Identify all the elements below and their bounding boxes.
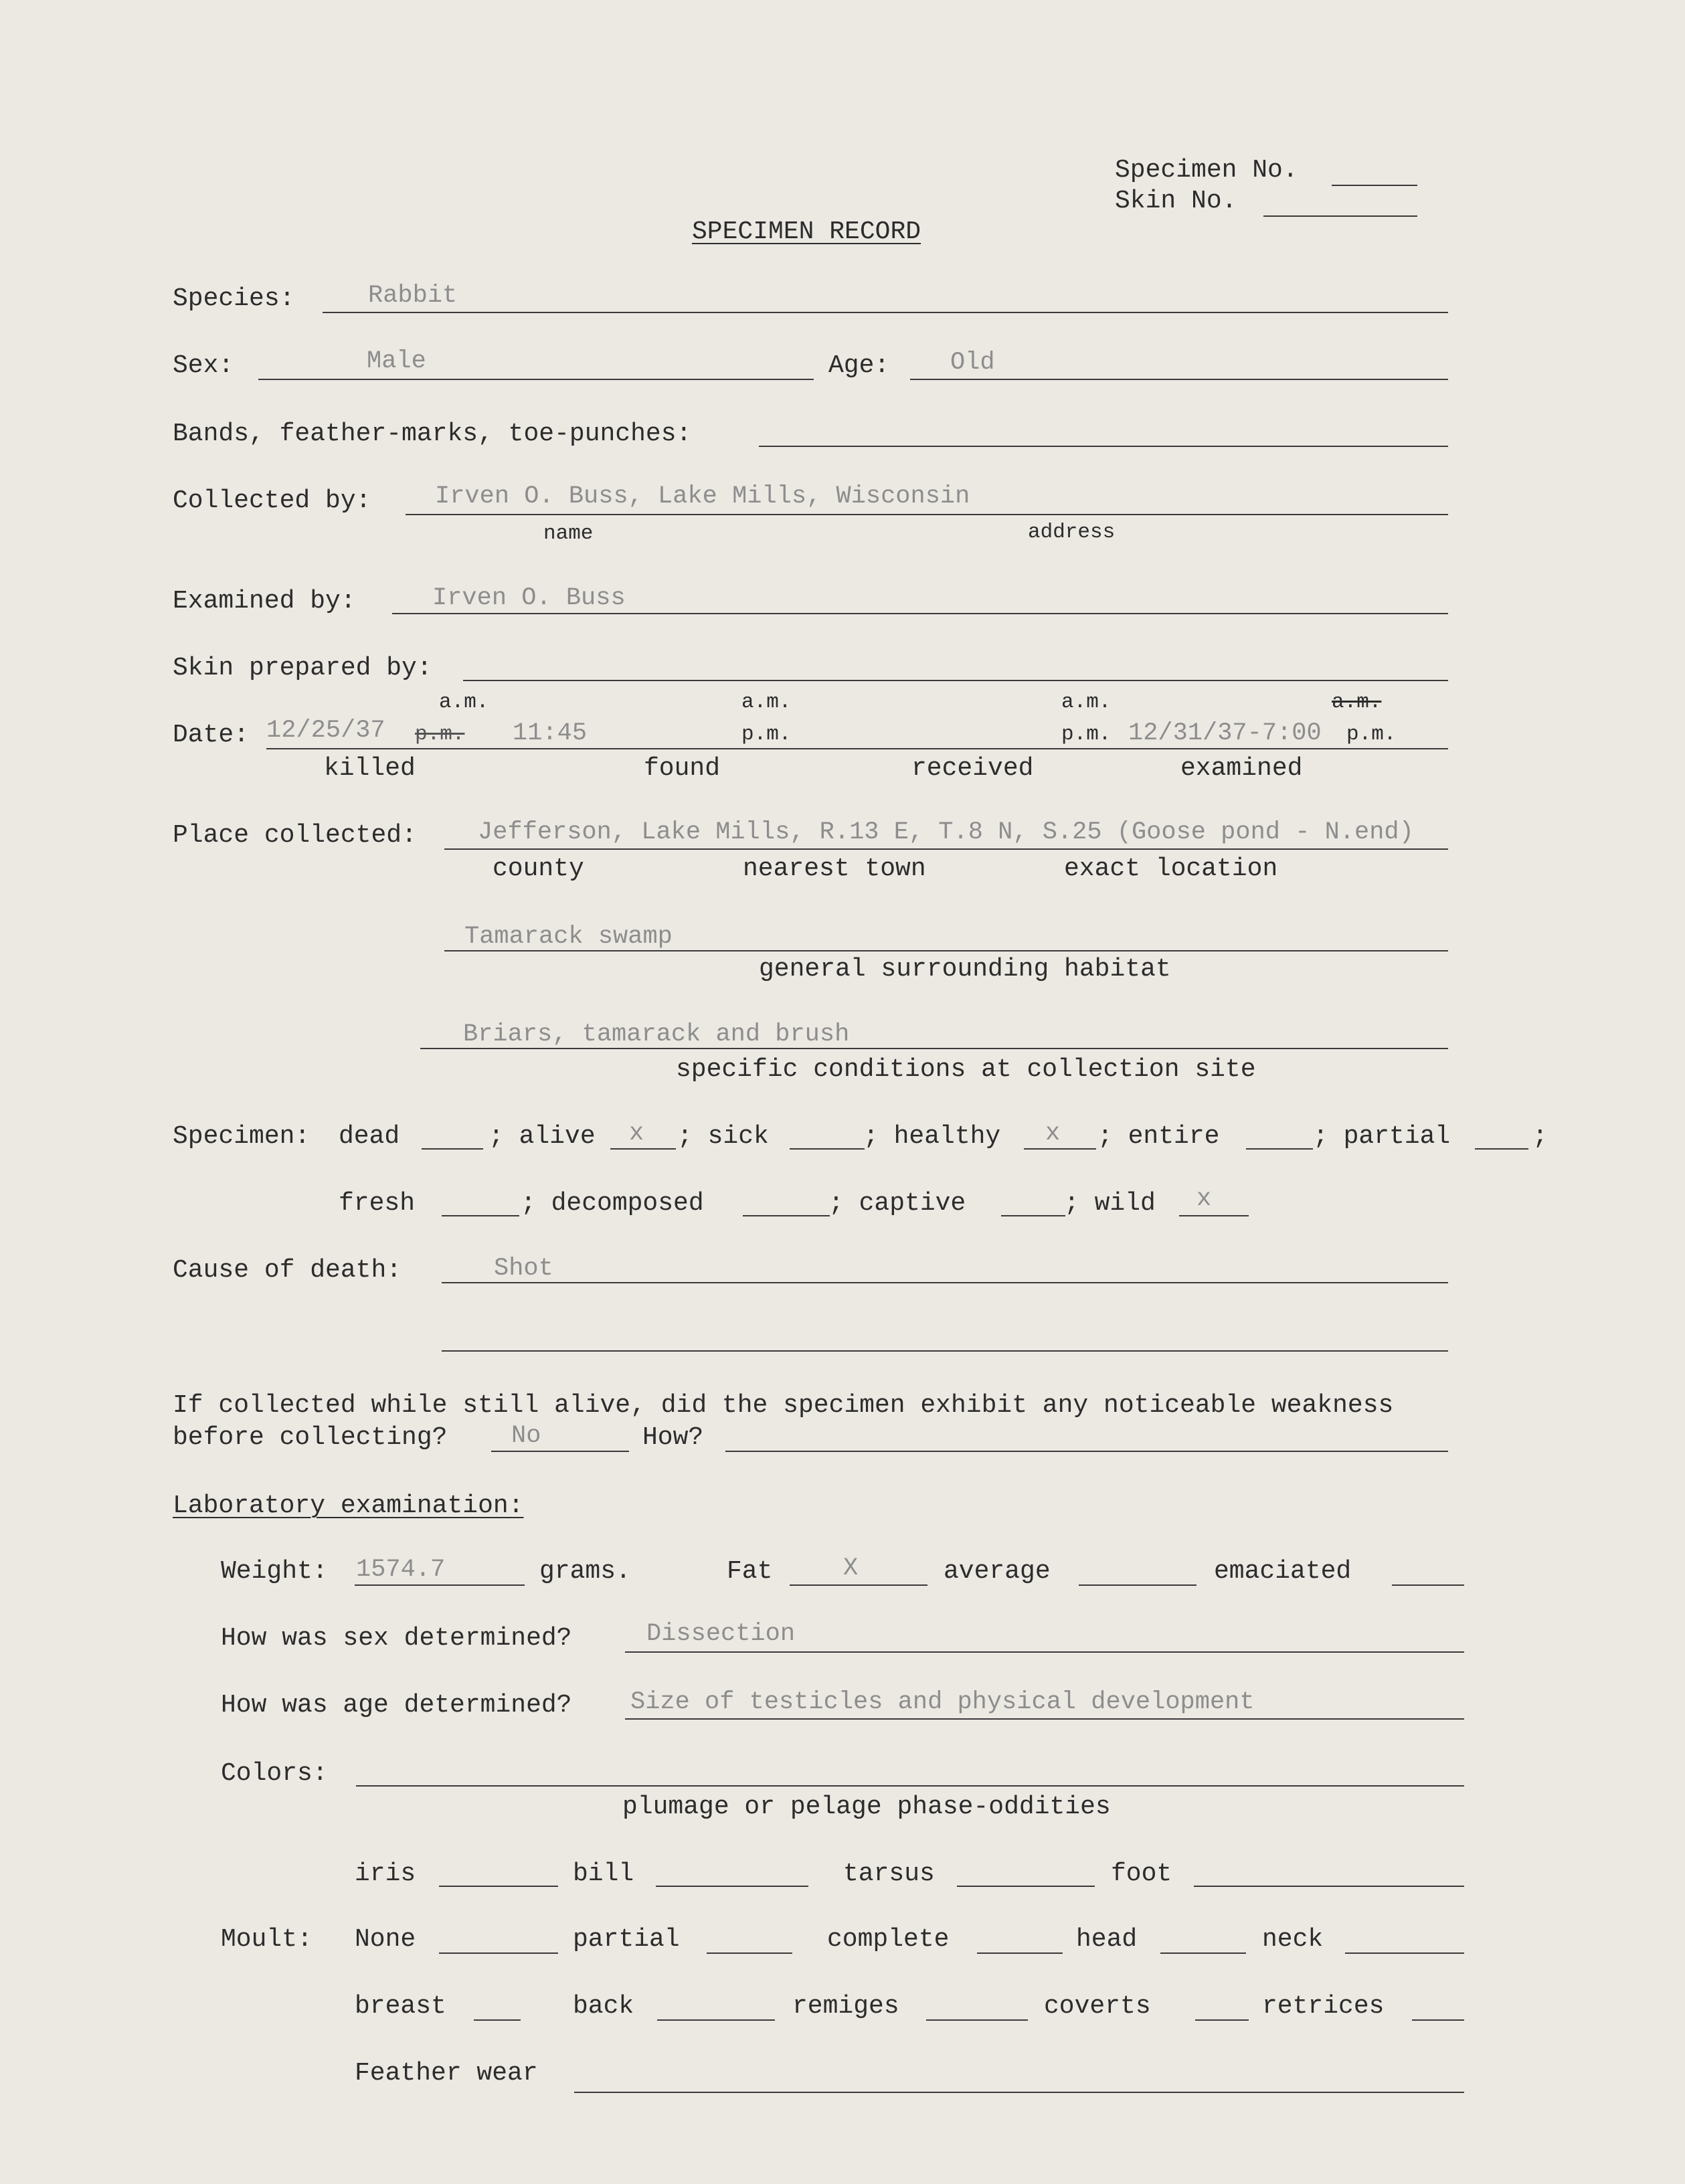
retrices-label: retrices <box>1262 1992 1385 2021</box>
conditions-field[interactable] <box>420 1048 1448 1049</box>
habitat-field[interactable] <box>444 950 1448 951</box>
average-label: average <box>944 1557 1051 1586</box>
caption-name: name <box>543 522 594 545</box>
sex-determined-label: How was sex determined? <box>221 1624 572 1653</box>
sex-value: Male <box>367 347 426 375</box>
age-value: Old <box>950 349 995 377</box>
emaciated-field[interactable] <box>1392 1584 1464 1586</box>
date-killed-value: 12/25/37 <box>266 717 385 745</box>
sex-determined-field[interactable] <box>625 1651 1464 1653</box>
dead-field[interactable] <box>422 1148 483 1150</box>
bill-field[interactable] <box>656 1886 808 1887</box>
partial-field[interactable] <box>1475 1148 1528 1150</box>
conditions-value: Briars, tamarack and brush <box>463 1020 850 1049</box>
habitat-caption: general surrounding habitat <box>759 955 1171 984</box>
date-label: Date: <box>173 721 250 749</box>
iris-field[interactable] <box>439 1886 558 1887</box>
weight-value: 1574.7 <box>356 1556 446 1584</box>
wild-label: ; wild <box>1064 1189 1156 1218</box>
wild-field[interactable] <box>1179 1215 1249 1216</box>
moult-head-field[interactable] <box>1160 1952 1246 1954</box>
coverts-label: coverts <box>1044 1992 1151 2021</box>
age-determined-label: How was age determined? <box>221 1691 572 1720</box>
received-pm: p.m. <box>1061 723 1112 746</box>
decomposed-label: ; decomposed <box>521 1189 704 1218</box>
page-title: SPECIMEN RECORD <box>692 217 921 246</box>
caption-received: received <box>911 754 1034 783</box>
foot-label: foot <box>1111 1859 1172 1888</box>
specimen-no-label: Specimen No. <box>1115 156 1298 185</box>
back-label: back <box>573 1992 634 2021</box>
fat-field[interactable] <box>790 1584 927 1586</box>
breast-field[interactable] <box>474 2019 521 2021</box>
caption-town: nearest town <box>743 854 926 883</box>
coverts-field[interactable] <box>1195 2019 1249 2021</box>
weakness-answer-field[interactable] <box>491 1451 629 1452</box>
date-examined-value: 12/31/37-7:00 <box>1128 719 1322 747</box>
moult-neck-field[interactable] <box>1345 1952 1464 1954</box>
lab-heading: Laboratory examination: <box>173 1491 524 1520</box>
grams-label: grams. <box>539 1557 631 1586</box>
average-field[interactable] <box>1079 1584 1196 1586</box>
bands-field[interactable] <box>759 446 1448 447</box>
habitat-value: Tamarack swamp <box>464 923 673 951</box>
weakness-question-line1: If collected while still alive, did the specimen exhibit any noticeable weakness <box>173 1391 1394 1420</box>
moult-label: Moult: <box>221 1925 313 1954</box>
foot-field[interactable] <box>1194 1886 1464 1887</box>
place-label: Place collected: <box>173 821 417 850</box>
species-field[interactable] <box>323 312 1448 313</box>
examined-by-label: Examined by: <box>173 587 356 616</box>
cause-field[interactable] <box>442 1282 1448 1283</box>
moult-none-label: None <box>355 1925 416 1954</box>
entire-field[interactable] <box>1246 1148 1313 1150</box>
bill-label: bill <box>573 1859 634 1888</box>
received-am: a.m. <box>1061 691 1112 714</box>
specimen-label: Specimen: <box>173 1122 311 1151</box>
species-value: Rabbit <box>368 282 458 310</box>
fresh-label: fresh <box>339 1189 416 1218</box>
place-field[interactable] <box>444 848 1448 850</box>
weakness-question-line2: before collecting? <box>173 1423 448 1452</box>
place-value: Jefferson, Lake Mills, R.13 E, T.8 N, S.25 (Goose pond - N.end) <box>478 818 1414 846</box>
weight-label: Weight: <box>221 1557 328 1586</box>
moult-complete-field[interactable] <box>977 1952 1063 1954</box>
skin-prepared-field[interactable] <box>463 680 1448 681</box>
dead-label: dead <box>339 1122 400 1151</box>
killed-am: a.m. <box>439 691 489 714</box>
alive-label: ; alive <box>489 1122 596 1151</box>
found-am: a.m. <box>741 691 792 714</box>
feather-wear-label: Feather wear <box>355 2059 538 2088</box>
moult-partial-field[interactable] <box>707 1952 792 1954</box>
age-determined-field[interactable] <box>625 1718 1464 1720</box>
moult-complete-label: complete <box>827 1925 950 1954</box>
caption-examined: examined <box>1180 754 1303 783</box>
remiges-field[interactable] <box>926 2019 1028 2021</box>
healthy-label: ; healthy <box>863 1122 1001 1151</box>
emaciated-label: emaciated <box>1214 1557 1352 1586</box>
caption-found: found <box>644 754 721 783</box>
back-field[interactable] <box>657 2019 775 2021</box>
moult-head-label: head <box>1076 1925 1138 1954</box>
colors-label: Colors: <box>221 1759 328 1788</box>
how-field[interactable] <box>725 1451 1448 1452</box>
caption-killed: killed <box>324 754 416 783</box>
cause-value: Shot <box>494 1255 553 1283</box>
species-label: Species: <box>173 284 295 313</box>
weakness-answer: No <box>511 1422 541 1450</box>
examined-by-field[interactable] <box>392 613 1448 614</box>
sex-label: Sex: <box>173 351 234 380</box>
specimen-no-field[interactable] <box>1332 185 1417 186</box>
skin-prepared-label: Skin prepared by: <box>173 654 432 682</box>
examined-by-value: Irven O. Buss <box>432 584 626 612</box>
entire-label: ; entire <box>1097 1122 1220 1151</box>
healthy-mark: x <box>1045 1119 1061 1148</box>
how-label: How? <box>642 1423 704 1452</box>
fat-label: Fat <box>727 1557 773 1586</box>
decomposed-field[interactable] <box>743 1215 830 1216</box>
wild-mark: x <box>1196 1185 1212 1213</box>
moult-none-field[interactable] <box>439 1952 558 1954</box>
captive-label: ; captive <box>828 1189 966 1218</box>
collected-by-value: Irven O. Buss, Lake Mills, Wisconsin <box>435 482 970 511</box>
examined-pm: p.m. <box>1346 723 1397 746</box>
cause-field-line-2[interactable] <box>442 1350 1448 1352</box>
skin-no-label: Skin No. <box>1115 187 1237 215</box>
tarsus-field[interactable] <box>957 1886 1095 1887</box>
tarsus-label: tarsus <box>843 1859 935 1888</box>
partial-label: ; partial <box>1313 1122 1451 1151</box>
captive-field[interactable] <box>1001 1215 1065 1216</box>
collected-by-field[interactable] <box>406 514 1448 515</box>
skin-no-field[interactable] <box>1263 215 1417 217</box>
alive-mark: x <box>629 1119 644 1148</box>
remiges-label: remiges <box>792 1992 899 2021</box>
collected-by-label: Collected by: <box>173 486 371 515</box>
bands-label: Bands, feather-marks, toe-punches: <box>173 420 692 448</box>
sex-determined-value: Dissection <box>646 1620 796 1648</box>
caption-county: county <box>493 854 584 883</box>
retrices-field[interactable] <box>1412 2019 1464 2021</box>
date-field[interactable] <box>266 748 1448 749</box>
caption-location: exact location <box>1064 854 1278 883</box>
iris-label: iris <box>355 1859 416 1888</box>
conditions-caption: specific conditions at collection site <box>676 1055 1256 1084</box>
found-pm: p.m. <box>741 723 792 746</box>
age-field[interactable] <box>910 379 1448 380</box>
feather-wear-field[interactable] <box>574 2092 1464 2093</box>
moult-partial-label: partial <box>573 1925 680 1954</box>
moult-neck-label: neck <box>1262 1925 1324 1954</box>
sex-field[interactable] <box>258 379 814 380</box>
sick-label: ; sick <box>677 1122 769 1151</box>
age-determined-value: Size of testicles and physical development <box>630 1688 1255 1716</box>
partial-semicolon: ; <box>1532 1122 1548 1151</box>
alive-field[interactable] <box>610 1148 676 1150</box>
colors-field[interactable] <box>356 1785 1464 1787</box>
cause-label: Cause of death: <box>173 1256 402 1285</box>
date-killed-time: 11:45 <box>513 719 588 747</box>
examined-am-struck: a.m. <box>1332 691 1382 714</box>
healthy-field[interactable] <box>1024 1148 1096 1150</box>
breast-label: breast <box>355 1992 446 2021</box>
colors-caption: plumage or pelage phase-oddities <box>622 1793 1111 1821</box>
fat-mark: X <box>843 1554 859 1582</box>
killed-pm-struck: p.m. <box>415 723 465 746</box>
weight-field[interactable] <box>355 1584 525 1586</box>
age-label: Age: <box>828 351 890 380</box>
fresh-field[interactable] <box>442 1215 519 1216</box>
caption-address: address <box>1028 521 1116 544</box>
sick-field[interactable] <box>790 1148 865 1150</box>
